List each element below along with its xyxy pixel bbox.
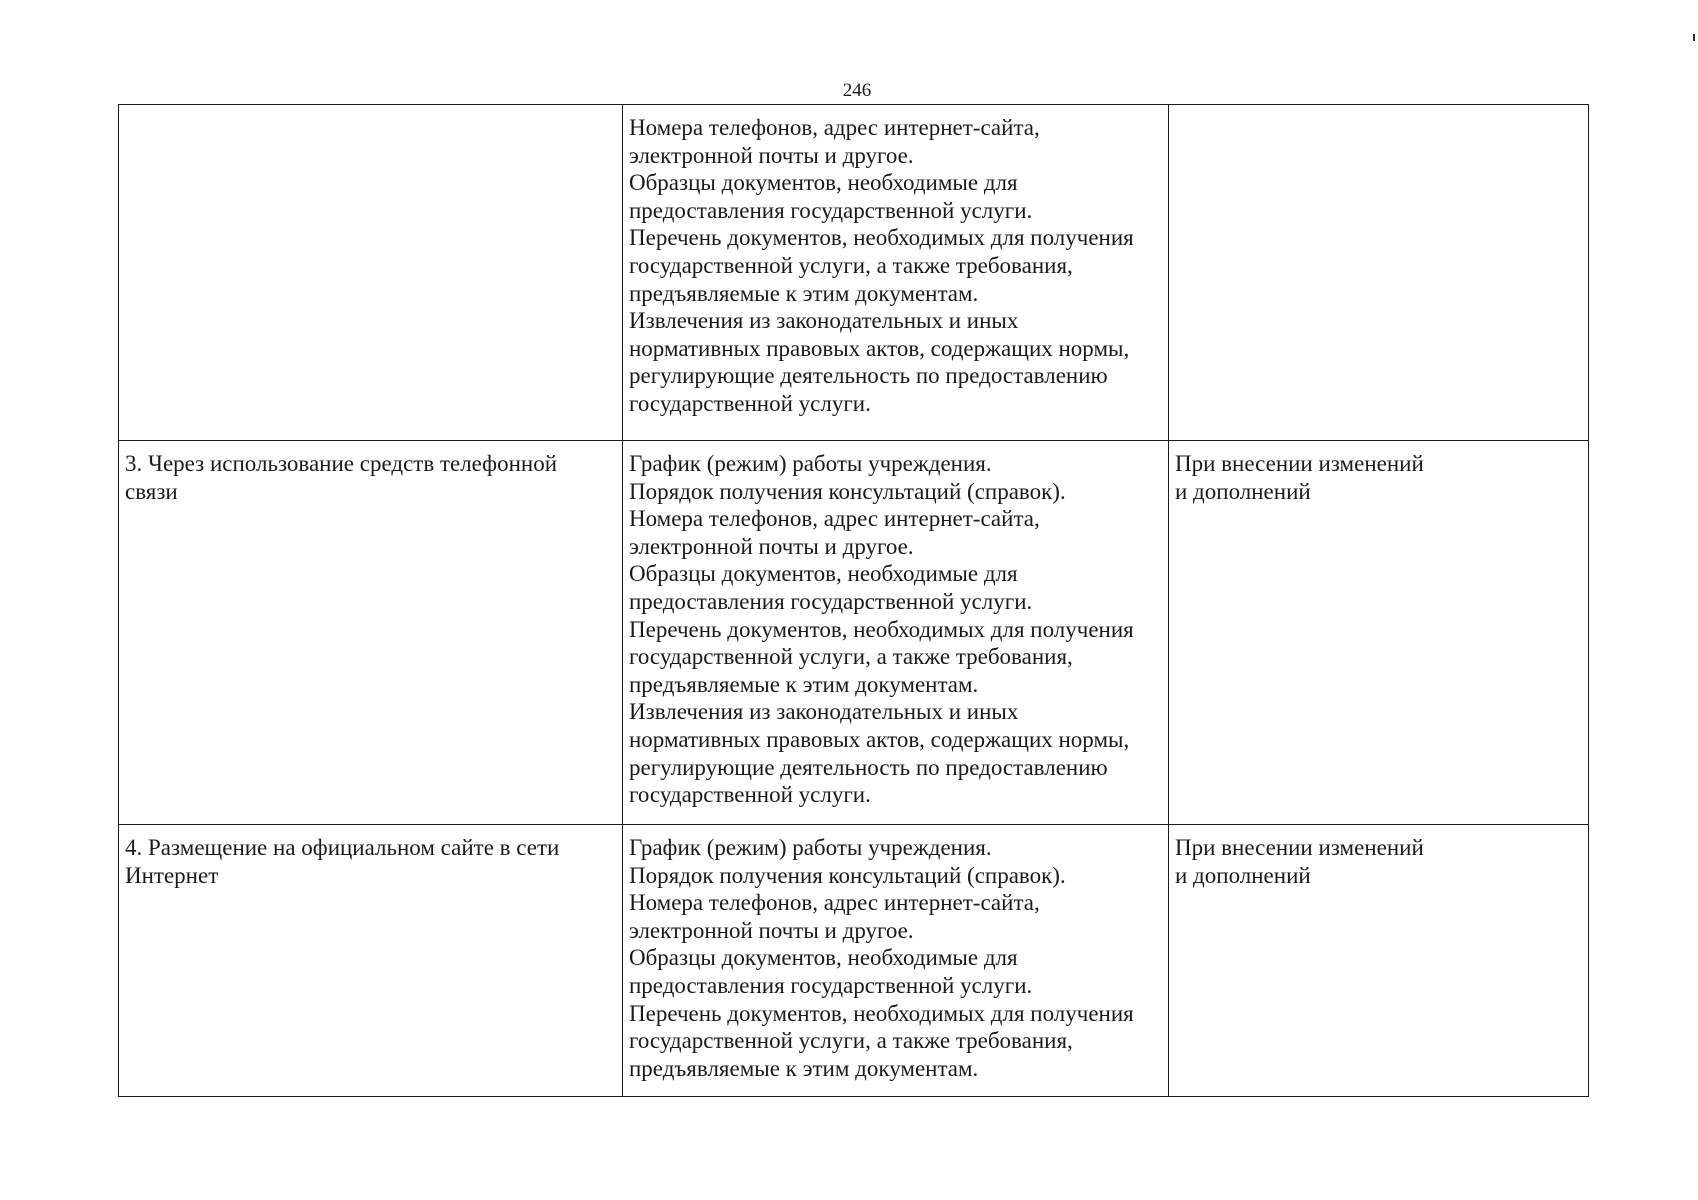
text-line: предъявляемые к этим документам. (629, 1055, 979, 1081)
text-line: При внесении изменений (1175, 835, 1424, 860)
text-line: 3. Через использование средств телефонной (125, 451, 558, 476)
text-line: Образцы документов, необходимые для (629, 945, 1018, 971)
text-line: государственной услуги, а также требования, (629, 644, 1073, 670)
content-cell (623, 105, 1169, 441)
text-line: Образцы документов, необходимые для (629, 561, 1018, 587)
text-line: электронной почты и другое. (629, 142, 914, 168)
frequency-cell (1169, 825, 1589, 1097)
text-line: электронной почты и другое. (629, 533, 914, 559)
text-line: электронной почты и другое. (629, 917, 914, 943)
text-line: Извлечения из законодательных и иных (629, 699, 1019, 725)
text-line: Образцы документов, необходимые для (629, 170, 1018, 196)
text-line: предоставления государственной услуги. (629, 972, 1033, 998)
text-line: регулирующие деятельность по предоставлению (629, 754, 1108, 780)
text-line: нормативных правовых актов, содержащих нормы, (629, 726, 1130, 752)
information-table (118, 104, 1589, 1097)
text-line: и дополнений (1175, 862, 1311, 888)
method-cell (119, 105, 623, 441)
table-body (119, 105, 1589, 1097)
text-line: Перечень документов, необходимых для получения (629, 225, 1134, 251)
text-line: предъявляемые к этим документам. (629, 280, 979, 306)
text-line: Порядок получения консультаций (справок). (629, 862, 1066, 888)
page-number: 246 (842, 80, 872, 101)
table-row (119, 825, 1589, 1097)
method-cell (119, 825, 623, 1097)
text-line: предъявляемые к этим документам. (629, 671, 979, 697)
text-line: Порядок получения консультаций (справок). (629, 478, 1066, 504)
text-line: связи (125, 478, 178, 504)
text-line: регулирующие деятельность по предоставлению (629, 363, 1108, 389)
text-line: предоставления государственной услуги. (629, 197, 1033, 223)
text-line: Номера телефонов, адрес интернет-сайта, (629, 115, 1040, 140)
text-line: Перечень документов, необходимых для получения (629, 616, 1134, 642)
text-line: государственной услуги. (629, 782, 871, 808)
scan-edge-mark (1693, 34, 1695, 41)
text-line: государственной услуги, а также требования, (629, 1028, 1073, 1054)
method-cell (119, 441, 623, 825)
table-row (119, 105, 1589, 441)
frequency-cell (1169, 441, 1589, 825)
text-line: Перечень документов, необходимых для получения (629, 1000, 1134, 1026)
text-line: Номера телефонов, адрес интернет-сайта, (629, 506, 1040, 532)
content-cell (623, 441, 1169, 825)
text-line: нормативных правовых актов, содержащих нормы, (629, 335, 1130, 361)
text-line: Интернет (125, 862, 219, 888)
text-line: Извлечения из законодательных и иных (629, 308, 1019, 334)
text-line: Номера телефонов, адрес интернет-сайта, (629, 890, 1040, 916)
text-line: и дополнений (1175, 478, 1311, 504)
frequency-cell (1169, 105, 1589, 441)
text-line: График (режим) работы учреждения. (629, 451, 992, 476)
table-row (119, 441, 1589, 825)
text-line: График (режим) работы учреждения. (629, 835, 992, 860)
text-line: При внесении изменений (1175, 451, 1424, 476)
text-line: 4. Размещение на официальном сайте в сети (125, 835, 560, 860)
text-line: государственной услуги. (629, 390, 871, 416)
text-line: государственной услуги, а также требования, (629, 252, 1073, 278)
content-cell (623, 825, 1169, 1097)
text-line: предоставления государственной услуги. (629, 588, 1033, 614)
